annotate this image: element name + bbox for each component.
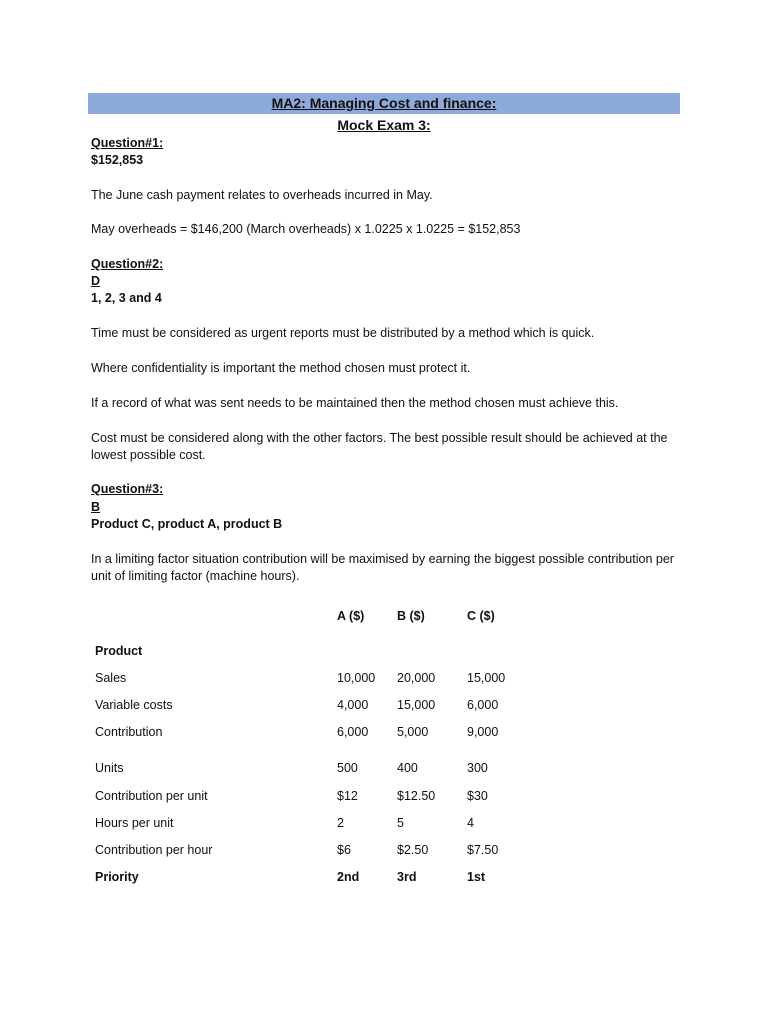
table-cell: 10,000 bbox=[337, 671, 376, 685]
table-row-label: Contribution bbox=[95, 725, 163, 739]
table-row-label: Product bbox=[95, 644, 143, 658]
q2-paragraph-1: Time must be considered as urgent reports must be distributed by a method which is quick. bbox=[91, 326, 595, 340]
table-column-header: A ($) bbox=[337, 609, 365, 623]
table-cell: 15,000 bbox=[397, 698, 436, 712]
q3-paragraph-1: In a limiting factor situation contribution will be maximised by earning the biggest possible contribution per unit of limiting factor (machine hours). bbox=[91, 552, 674, 583]
table-cell: $6 bbox=[337, 843, 351, 857]
table-cell: 500 bbox=[337, 761, 358, 775]
table-cell: 6,000 bbox=[467, 698, 499, 712]
q1-paragraph-2: May overheads = $146,200 (March overheads) x 1.0225 x 1.0225 = $152,853 bbox=[91, 222, 521, 236]
table-row-label: Hours per unit bbox=[95, 816, 174, 830]
table-column-header: B ($) bbox=[397, 609, 425, 623]
table-row-label: Contribution per unit bbox=[95, 789, 208, 803]
q2-paragraph-2: Where confidentiality is important the method chosen must protect it. bbox=[91, 361, 471, 375]
q2-answer: 1, 2, 3 and 4 bbox=[91, 291, 162, 305]
document-title: MA2: Managing Cost and finance: bbox=[88, 93, 680, 114]
q2-paragraph-3: If a record of what was sent needs to be maintained then the method chosen must achieve this. bbox=[91, 396, 619, 410]
table-cell: 4,000 bbox=[337, 698, 369, 712]
table-cell: 20,000 bbox=[397, 671, 436, 685]
table-cell: 15,000 bbox=[467, 671, 506, 685]
q1-heading: Question#1: bbox=[91, 136, 164, 150]
table-cell: 6,000 bbox=[337, 725, 369, 739]
q1-answer: $152,853 bbox=[91, 153, 144, 167]
table-cell: 5,000 bbox=[397, 725, 429, 739]
table-cell: 2nd bbox=[337, 870, 360, 884]
table-cell: $7.50 bbox=[467, 843, 499, 857]
table-cell: 3rd bbox=[397, 870, 417, 884]
table-cell: 1st bbox=[467, 870, 486, 884]
table-row-label: Variable costs bbox=[95, 698, 173, 712]
table-cell: $30 bbox=[467, 789, 488, 803]
q3-letter: B bbox=[91, 500, 101, 514]
table-cell: $12 bbox=[337, 789, 358, 803]
table-column-header: C ($) bbox=[467, 609, 495, 623]
q2-letter: D bbox=[91, 274, 101, 288]
q1-paragraph-1: The June cash payment relates to overheads incurred in May. bbox=[91, 188, 433, 202]
table-cell: 9,000 bbox=[467, 725, 499, 739]
table-row-label: Sales bbox=[95, 671, 127, 685]
table-row-label: Units bbox=[95, 761, 124, 775]
table-cell: 300 bbox=[467, 761, 488, 775]
table-cell: 2 bbox=[337, 816, 344, 830]
table-cell: $12.50 bbox=[397, 789, 436, 803]
table-cell: 5 bbox=[397, 816, 404, 830]
table-cell: 400 bbox=[397, 761, 418, 775]
q2-heading: Question#2: bbox=[91, 257, 164, 271]
table-cell: $2.50 bbox=[397, 843, 429, 857]
q3-heading: Question#3: bbox=[91, 482, 164, 496]
q2-paragraph-4: Cost must be considered along with the other factors. The best possible result should be achieved at the lowest possible cost. bbox=[91, 431, 668, 462]
table-row-label: Priority bbox=[95, 870, 139, 884]
table-cell: 4 bbox=[467, 816, 474, 830]
document-subtitle: Mock Exam 3: bbox=[337, 117, 431, 133]
q3-answer: Product C, product A, product B bbox=[91, 517, 283, 531]
table-row-label: Contribution per hour bbox=[95, 843, 213, 857]
